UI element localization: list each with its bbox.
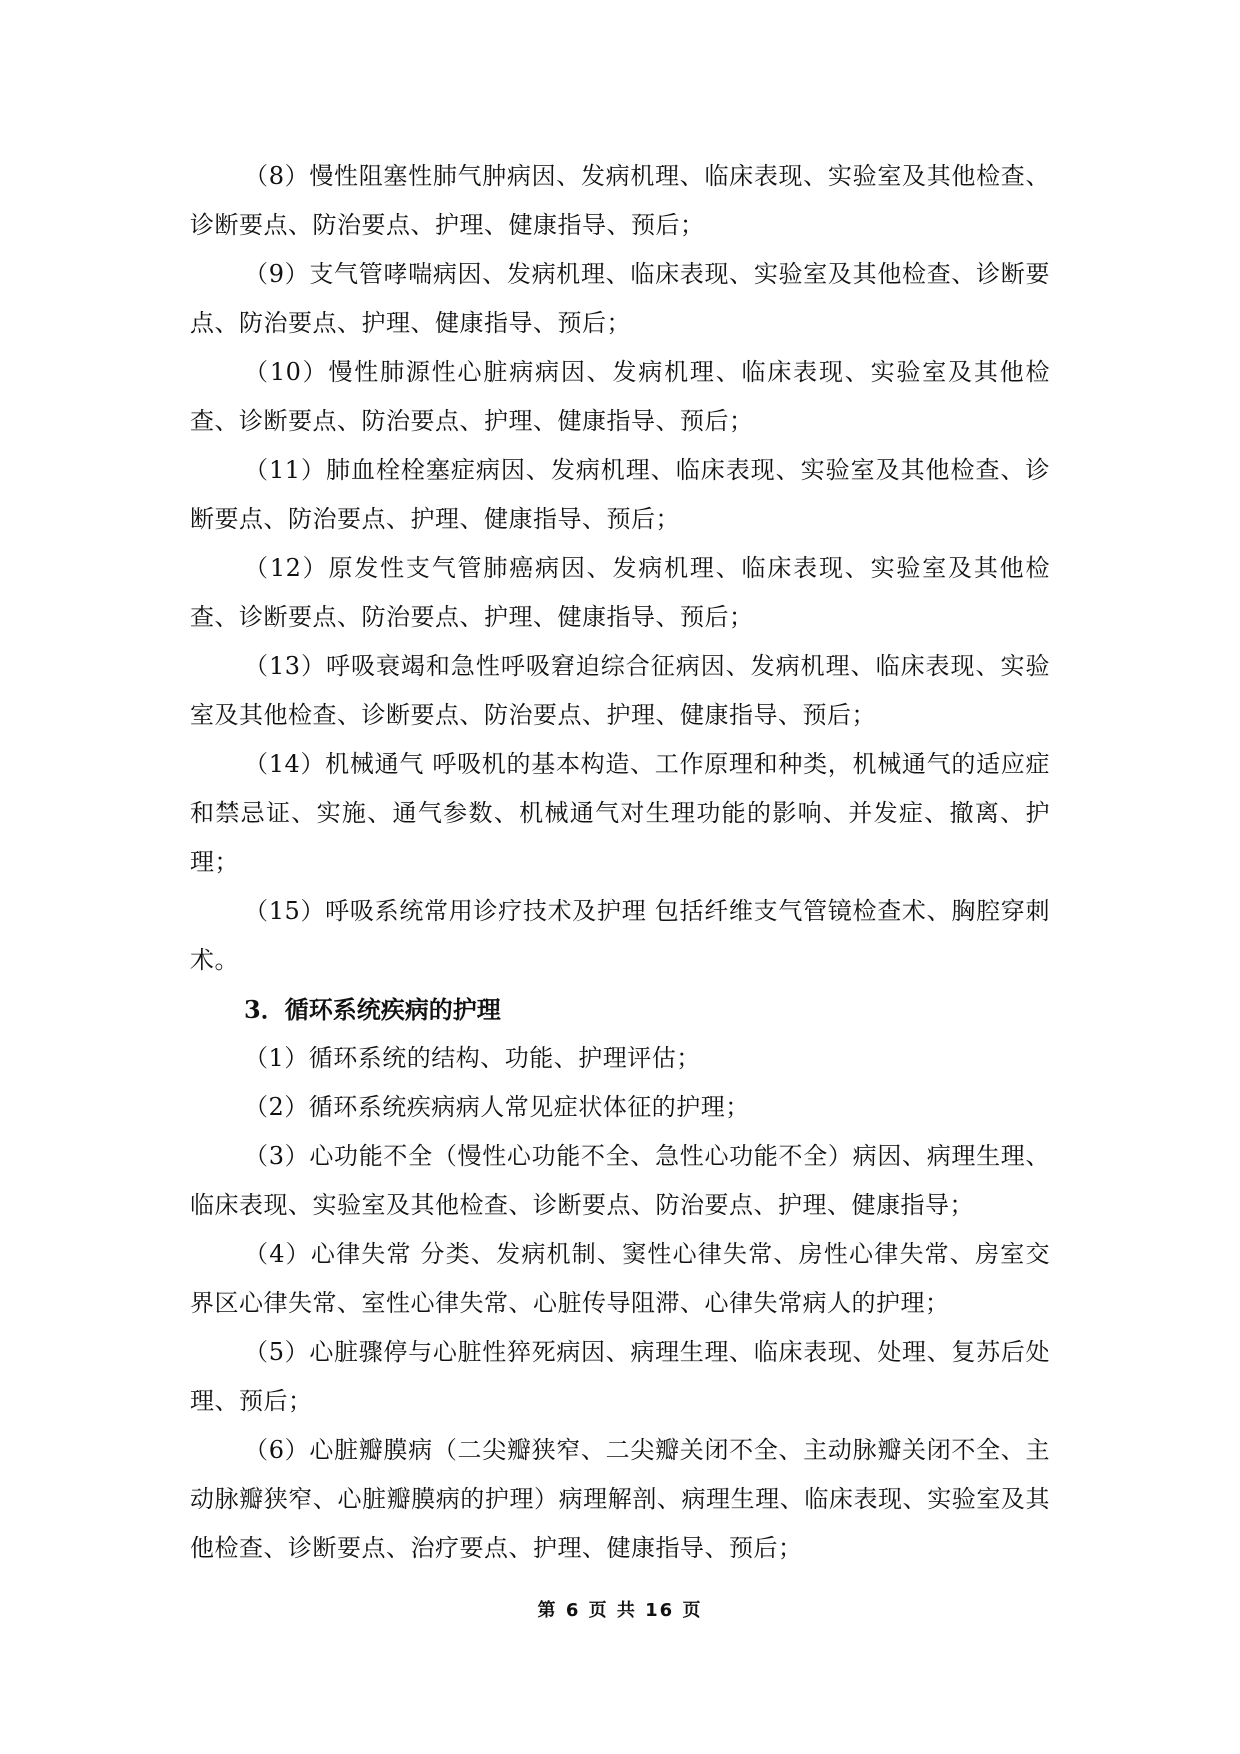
item-5-cardiac-arrest: （5）心脏骤停与心脏性猝死病因、病理生理、临床表现、处理、复苏后处理、预后； <box>190 1338 1050 1415</box>
item-1-circulatory-structure: （1）循环系统的结构、功能、护理评估； <box>244 1044 701 1072</box>
page-number-footer: 第 6 页 共 16 页 <box>537 1600 703 1621</box>
item-14-mechanical-ventilation: （14）机械通气 呼吸机的基本构造、工作原理和种类，机械通气的适应症和禁忌证、实施、通气参数、机械通气对生理功能的影响、并发症、撤离、护理； <box>190 750 1050 876</box>
item-3-heart-failure: （3）心功能不全（慢性心功能不全、急性心功能不全）病因、病理生理、临床表现、实验室及其他检查、诊断要点、防治要点、护理、健康指导； <box>190 1142 1050 1219</box>
document-body <box>190 152 1050 1573</box>
item-4-arrhythmia: （4）心律失常 分类、发病机制、窦性心律失常、房性心律失常、房室交界区心律失常、室性心律失常、心脏传导阻滞、心律失常病人的护理； <box>190 1240 1050 1317</box>
item-9-asthma: （9）支气管哮喘病因、发病机理、临床表现、实验室及其他检查、诊断要点、防治要点、护理、健康指导、预后； <box>190 260 1050 337</box>
item-12-lung-cancer: （12）原发性支气管肺癌病因、发病机理、临床表现、实验室及其他检查、诊断要点、防治要点、护理、健康指导、预后； <box>190 554 1050 631</box>
item-2-common-symptoms: （2）循环系统疾病病人常见症状体征的护理； <box>244 1093 750 1121</box>
item-8-copd: （8）慢性阻塞性肺气肿病因、发病机理、临床表现、实验室及其他检查、诊断要点、防治要点、护理、健康指导、预后； <box>190 162 1050 239</box>
item-15-diagnostic-techniques: （15）呼吸系统常用诊疗技术及护理 包括纤维支气管镜检查术、胸腔穿刺术。 <box>190 897 1050 974</box>
item-13-respiratory-failure: （13）呼吸衰竭和急性呼吸窘迫综合征病因、发病机理、临床表现、实验室及其他检查、诊断要点、防治要点、护理、健康指导、预后； <box>190 652 1050 729</box>
section-heading-circulatory: 3．循环系统疾病的护理 <box>244 995 501 1024</box>
item-11-pulmonary-embolism: （11）肺血栓栓塞症病因、发病机理、临床表现、实验室及其他检查、诊断要点、防治要点、护理、健康指导、预后； <box>190 456 1050 533</box>
item-6-valvular-disease: （6）心脏瓣膜病（二尖瓣狭窄、二尖瓣关闭不全、主动脉瓣关闭不全、主动脉瓣狭窄、心脏瓣膜病的护理）病理解剖、病理生理、临床表现、实验室及其他检查、诊断要点、治疗要点、护理、健康指导、预后； <box>190 1436 1050 1562</box>
item-10-cor-pulmonale: （10）慢性肺源性心脏病病因、发病机理、临床表现、实验室及其他检查、诊断要点、防治要点、护理、健康指导、预后； <box>190 358 1050 435</box>
